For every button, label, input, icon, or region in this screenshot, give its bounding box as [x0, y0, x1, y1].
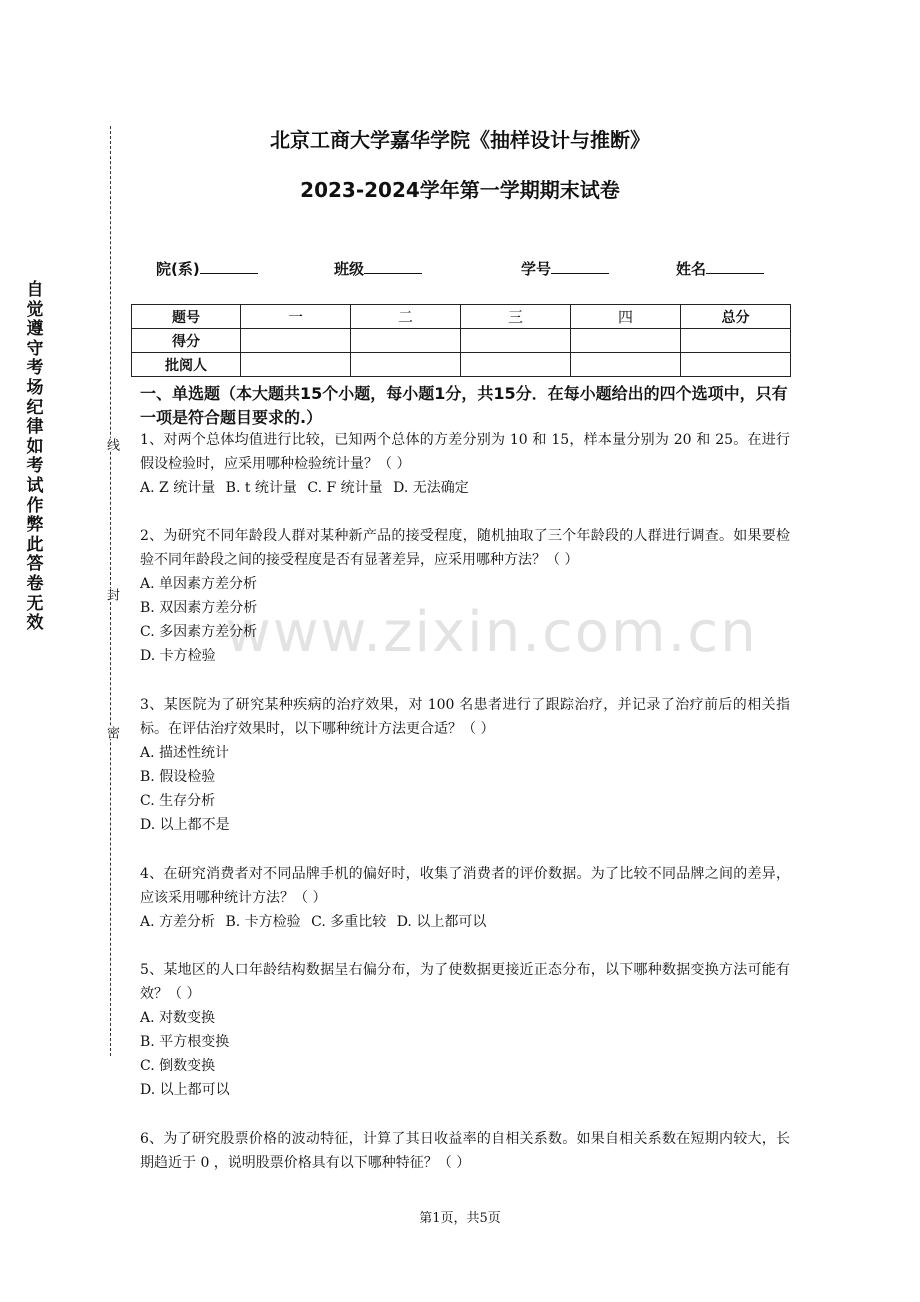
question-stem: 5、某地区的人口年龄结构数据呈右偏分布，为了使数据更接近正态分布，以下哪种数据变换方法可能有效？（ ） [140, 962, 790, 1002]
option: C. 生存分析 [140, 793, 216, 809]
binding-mark-line: 线 [100, 438, 122, 451]
question-options [140, 476, 790, 500]
score-table-row-score [132, 329, 791, 353]
page-footer: 第1页，共5页 [419, 1211, 501, 1226]
exam-rule-vertical-note: 自觉遵守考场纪律如考试作弊此答卷无效 [26, 280, 44, 634]
reviewer-cell [351, 353, 461, 377]
question-3 [140, 693, 790, 837]
question-5 [140, 958, 790, 1102]
exam-title: 北京工商大学嘉华学院《抽样设计与推断》 [270, 128, 650, 152]
score-cell [461, 329, 571, 353]
option: C. 多重比较 [311, 914, 387, 930]
score-table-header: 总分 [681, 305, 791, 329]
question-options [140, 910, 790, 934]
binding-mark-seal: 封 [100, 588, 122, 601]
option: A. Z 统计量 [140, 480, 216, 496]
option: A. 单因素方差分析 [140, 576, 258, 592]
info-field-name: 姓名 [676, 258, 764, 279]
reviewer-cell [461, 353, 571, 377]
question-4 [140, 862, 790, 934]
question-6 [140, 1127, 790, 1175]
option: D. 以上都可以 [140, 1082, 230, 1098]
option: D. 以上都不是 [140, 817, 230, 833]
info-field-class: 班级 [334, 258, 422, 279]
option: D. 卡方检验 [140, 648, 216, 664]
question-stem: 4、在研究消费者对不同品牌手机的偏好时，收集了消费者的评价数据。为了比较不同品牌之间的差异，应该采用哪种统计方法？（ ） [140, 866, 790, 906]
option: C. 多因素方差分析 [140, 624, 258, 640]
watermark: www.zixin.com.cn [225, 600, 758, 665]
option: B. 假设检验 [140, 769, 216, 785]
option: A. 描述性统计 [140, 745, 230, 761]
option: B. 卡方检验 [225, 914, 301, 930]
reviewer-cell [571, 353, 681, 377]
option: A. 对数变换 [140, 1010, 216, 1026]
exam-subtitle: 2023-2024学年第一学期期末试卷 [300, 178, 620, 202]
section-heading: 一、单选题（本大题共15个小题，每小题1分，共15分．在每小题给出的四个选项中，只有一项是符合题目要求的.） [140, 384, 788, 427]
question-stem: 3、某医院为了研究某种疾病的治疗效果，对 100 名患者进行了跟踪治疗，并记录了治疗前后的相关指标。在评估治疗效果时，以下哪种统计方法更合适？（ ） [140, 697, 790, 737]
score-cell [681, 329, 791, 353]
score-table-row-reviewer [132, 353, 791, 377]
score-table-header: 一 [241, 305, 351, 329]
question-stem: 1、对两个总体均值进行比较，已知两个总体的方差分别为 10 和 15，样本量分别为 20 和 25。在进行假设检验时，应采用哪种检验统计量？（ ） [140, 432, 790, 472]
option: C. F 统计量 [307, 480, 383, 496]
reviewer-row-label: 批阅人 [132, 353, 241, 377]
question-1 [140, 428, 790, 500]
score-table-header: 题号 [132, 305, 241, 329]
option: B. 平方根变换 [140, 1034, 230, 1050]
score-row-label: 得分 [132, 329, 241, 353]
option: D. 无法确定 [393, 480, 469, 496]
score-cell [241, 329, 351, 353]
question-stem: 2、为研究不同年龄段人群对某种新产品的接受程度，随机抽取了三个年龄段的人群进行调查。如果要检验不同年龄段之间的接受程度是否有显著差异，应采用哪种方法？（ ） [140, 528, 790, 568]
info-field-department: 院(系) [156, 258, 258, 279]
binding-mark-secret: 密 [100, 726, 122, 739]
score-table-header: 四 [571, 305, 681, 329]
reviewer-cell [241, 353, 351, 377]
option: B. 双因素方差分析 [140, 600, 258, 616]
score-table-header-row [132, 305, 791, 329]
score-table [131, 304, 791, 377]
option: A. 方差分析 [140, 914, 216, 930]
option: B. t 统计量 [225, 480, 297, 496]
score-table-header: 三 [461, 305, 571, 329]
score-table-header: 二 [351, 305, 461, 329]
option: C. 倒数变换 [140, 1058, 216, 1074]
reviewer-cell [681, 353, 791, 377]
info-field-student-id: 学号 [521, 258, 609, 279]
option: D. 以上都可以 [396, 914, 487, 930]
question-stem: 6、为了研究股票价格的波动特征，计算了其日收益率的自相关系数。如果自相关系数在短期内较大，长期趋近于 0 ，说明股票价格具有以下哪种特征？（ ） [140, 1131, 790, 1171]
score-cell [351, 329, 461, 353]
score-cell [571, 329, 681, 353]
